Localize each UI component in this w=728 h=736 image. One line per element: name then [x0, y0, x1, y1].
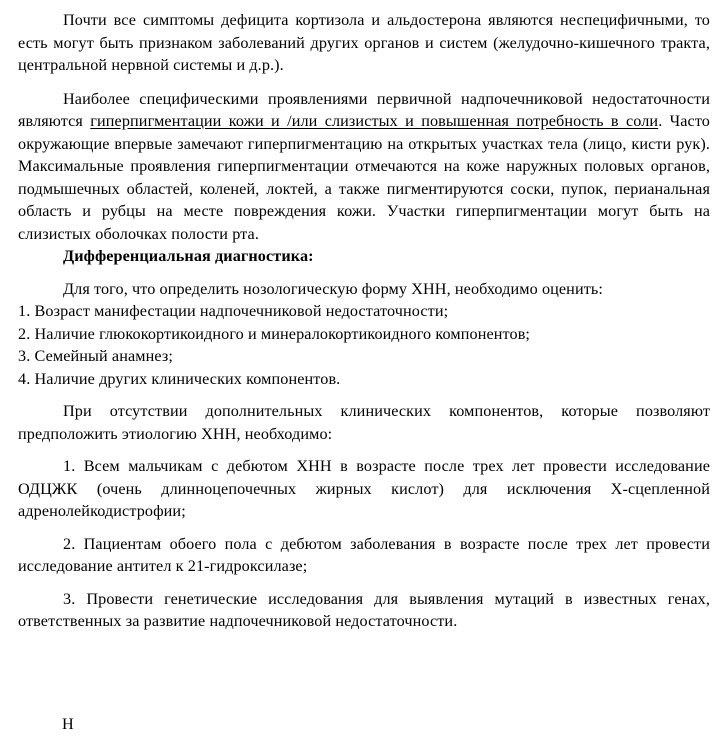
list-item: 2. Пациентам обоего пола с дебютом заболевания в возрасте после трех лет провести исследование антител к 21-гидроксилазе;: [18, 534, 710, 575]
list-item: 3. Семейный анамнез;: [18, 347, 173, 365]
list-item: 2. Наличие глюкокортикоидного и минералокортикоидного компонентов;: [18, 324, 531, 343]
section-heading: Дифференциальная диагностика:: [63, 247, 314, 265]
paragraph-intro-list: Для того, что определить нозологическую форму ХНН, необходимо оценить:: [63, 279, 603, 298]
list-item: 4. Наличие других клинических компонентов.: [18, 369, 341, 388]
list-item: 1. Возраст манифестации надпочечниковой недостаточности;: [18, 302, 449, 320]
text-segment: Наиболее специфическими проявлениями первичной надпочечниковой недостаточности являются: [18, 89, 710, 130]
cut-off-line: Н: [62, 715, 74, 733]
paragraph-symptoms: Почти все симптомы дефицита кортизола и альдостерона являются неспецифичными, то есть могут быть признаком заболеваний других органов и систем (желудочно-кишечного тракта, центральной нервной системы и д.р.).: [18, 11, 710, 74]
underlined-text: гиперпигментации кожи и /или слизистых и повышенная потребность в соли: [90, 112, 659, 130]
document-page: [18, 9, 710, 633]
text-segment: . Часто окружающие впервые замечают гиперпигментацию на открытых участках тела (лицо, кисти рук). Максимальные проявления гиперпигментации отмечаются на коже наружных половых органов, подмышечных областей, коленей, локтей, а также пигментируются соски, пупок, перианальная область и рубцы на месте повреждения кожи. Участки гиперпигментации могут быть на слизистых оболочках полости рта.: [18, 112, 710, 243]
list-item: 1. Всем мальчикам с дебютом ХНН в возрасте после трех лет провести исследование ОДЦЖК (очень длинноцепочечных жирных кислот) для исключения Х-сцепленной адренолейкодистрофии;: [18, 457, 710, 520]
paragraph-recommendations: При отсутствии дополнительных клинических компонентов, которые позволяют предположить этиологию ХНН, необходимо:: [18, 402, 710, 443]
list-item: 3. Провести генетические исследования для выявления мутаций в известных генах, ответственных за развитие надпочечниковой недостаточности.: [18, 589, 710, 630]
paragraph-specific-manifestations: [18, 88, 710, 246]
